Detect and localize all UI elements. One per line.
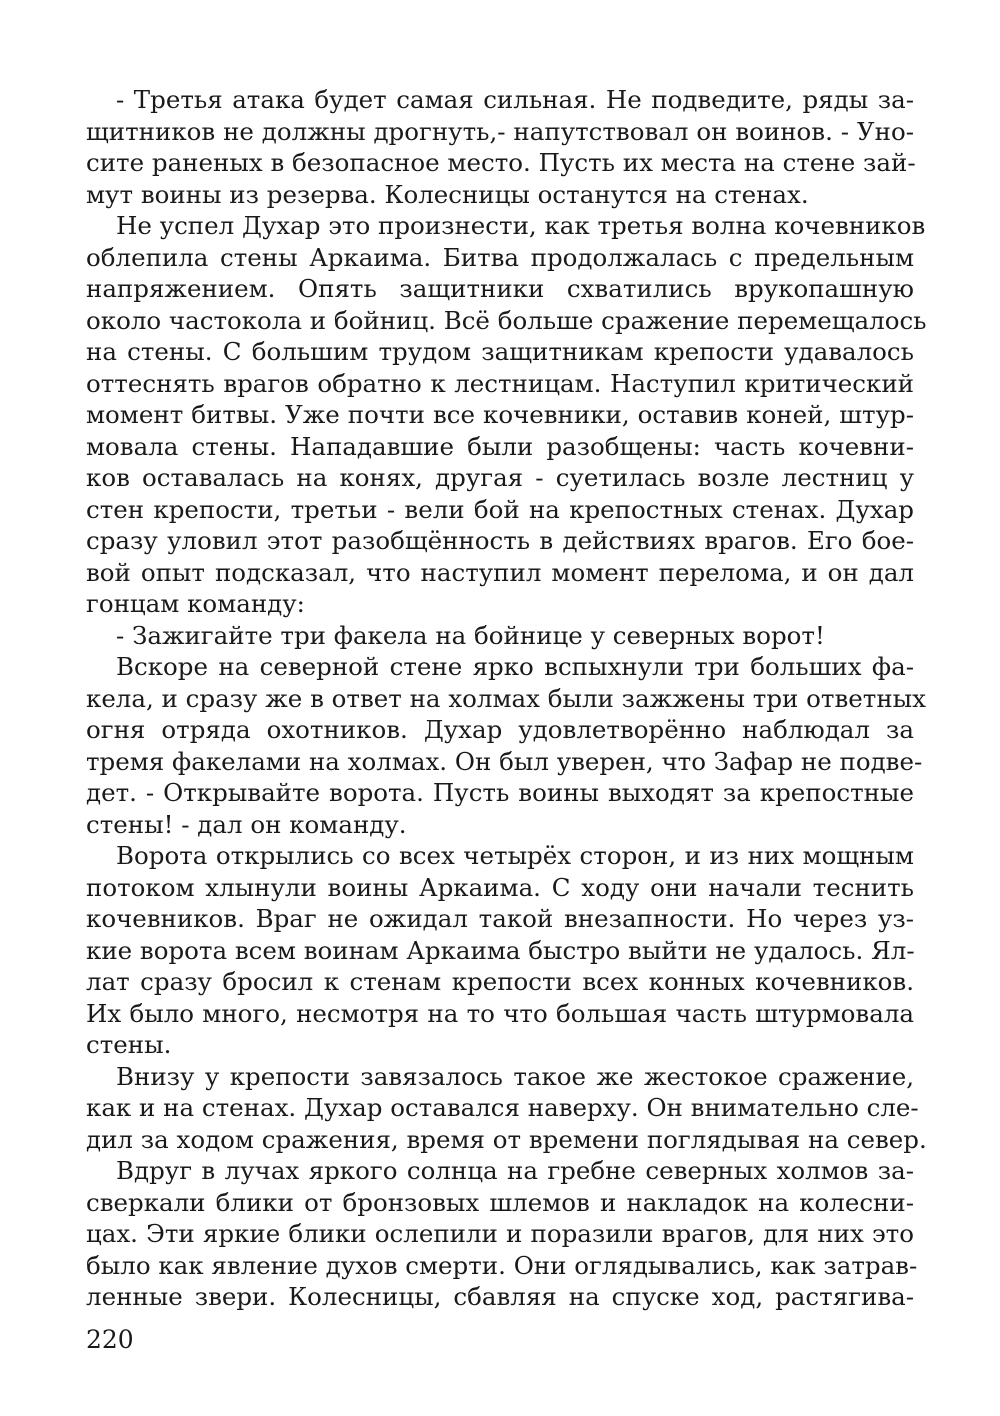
text-line: ков оставалась на конях, другая - суетилась возле лестниц у <box>86 463 914 492</box>
text-line: вой опыт подсказал, что наступил момент перелома, и он дал <box>86 557 914 587</box>
text-line: Внизу у крепости завязалось такое же жестокое сражение, <box>116 1061 914 1091</box>
text-line: ленные звери. Колесницы, сбавляя на спуске ход, растягива- <box>86 1282 914 1311</box>
text-line: - Зажигайте три факела на бойнице у северных ворот! <box>116 620 825 650</box>
text-line: цах. Эти яркие блики ослепили и поразили врагов, для них это <box>86 1219 914 1248</box>
page-number: 220 <box>86 1325 134 1354</box>
text-line: мовала стены. Нападавшие были разобщены: часть кочевни- <box>86 431 914 461</box>
text-line: стены! - дал он команду. <box>86 809 407 839</box>
text-line: щитников не должны дрогнуть,- напутствовал он воинов. - Уно- <box>86 116 914 146</box>
paragraph <box>86 1155 918 1313</box>
text-line: дет. - Открывайте ворота. Пусть воины выходят за крепостные <box>86 778 914 807</box>
paragraph <box>86 84 914 210</box>
text-line: сите раненых в безопасное место. Пусть их места на стене зай- <box>86 148 916 177</box>
paragraph <box>86 840 914 1061</box>
text-line: было как явление духов смерти. Они оглядывались, как затрав- <box>86 1250 918 1280</box>
text-line: тремя факелами на холмах. Он был уверен, что Зафар не подве- <box>86 746 923 776</box>
text-line: Не успел Духар это произнести, как третья волна кочевников <box>116 211 926 240</box>
text-line: кела, и сразу же в ответ на холмах были зажжены три ответных <box>86 683 926 713</box>
text-line: как и на стенах. Духар оставался наверху. Он внимательно сле- <box>86 1093 919 1122</box>
text-line: Ворота открылись со всех четырёх сторон, и из них мощным <box>116 841 914 870</box>
text-line: мут воины из резерва. Колесницы останутся на стенах. <box>86 179 809 209</box>
text-line: около частокола и бойниц. Всё больше сражение перемещалось <box>86 305 927 335</box>
text-line: оттеснять врагов обратно к лестницам. Наступил критический <box>86 368 914 398</box>
text-line: Вскоре на северной стене ярко вспыхнули три больших фа- <box>116 652 914 681</box>
text-line: стены. <box>86 1030 172 1059</box>
text-line: дил за ходом сражения, время от времени поглядывая на север. <box>86 1124 927 1154</box>
text-line: Их было много, несмотря на то что большая часть штурмовала <box>86 998 914 1028</box>
text-line: - Третья атака будет самая сильная. Не подведите, ряды за- <box>116 85 914 114</box>
text-line: облепила стены Аркаима. Битва продолжалась с предельным <box>86 242 914 272</box>
text-line: стен крепости, третьи - вели бой на крепостных стенах. Духар <box>86 494 914 524</box>
paragraph <box>86 210 927 620</box>
text-line: напряжением. Опять защитники схватились врукопашную <box>86 274 914 303</box>
paragraph <box>86 620 914 652</box>
text-line: потоком хлынули воины Аркаима. С ходу они начали теснить <box>86 872 914 902</box>
paragraph <box>86 1061 927 1156</box>
text-line: момент битвы. Уже почти все кочевники, оставив коней, штур- <box>86 400 914 429</box>
text-line: Вдруг в лучах яркого солнца на гребне северных холмов за- <box>116 1156 914 1185</box>
text-line: кие ворота всем воинам Аркаима быстро выйти не удалось. Ял- <box>86 935 915 965</box>
text-line: сверкали блики от бронзовых шлемов и накладок на колесни- <box>86 1187 914 1217</box>
text-line: огня отряда охотников. Духар удовлетворённо наблюдал за <box>86 715 914 744</box>
text-line: на стены. С большим трудом защитникам крепости удавалось <box>86 337 914 366</box>
text-line: гонцам команду: <box>86 589 305 618</box>
body-text <box>86 84 927 1313</box>
text-line: кочевников. Враг не ожидал такой внезапности. Но через уз- <box>86 904 914 933</box>
text-line: лат сразу бросил к стенам крепости всех конных кочевников. <box>86 967 914 996</box>
text-line: сразу уловил этот разобщённость в действиях врагов. Его бое- <box>86 526 914 555</box>
paragraph <box>86 651 926 840</box>
